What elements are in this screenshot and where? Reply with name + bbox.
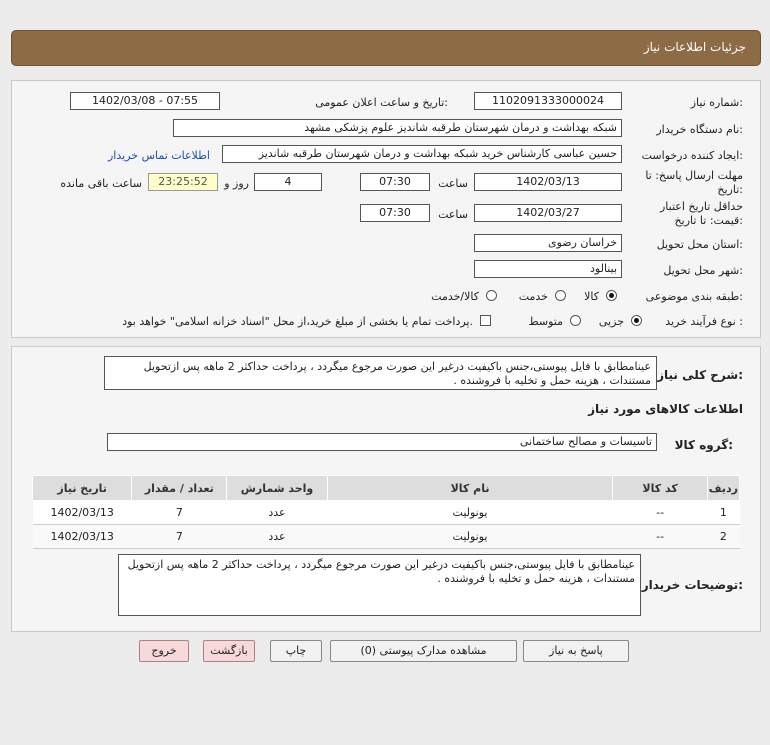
cell-qty: 7 (132, 501, 227, 525)
process-option-minor: جزیی (598, 315, 624, 328)
delivery-province-field: خراسان رضوی (474, 234, 622, 252)
cell-date: 1402/03/13 (33, 525, 132, 549)
reply-deadline-label: مهلت ارسال پاسخ: تا تاریخ: (645, 169, 743, 196)
buyer-notes-field: عینامطابق با فایل پیوستی،جنس باکیفیت درغیر این صورت مرجوع میگردد ، پرداخت حداکثر 2 ماهه پس ازتحویل مستندات ، هزینه حمل و تخلیه با فروشنده . (118, 554, 641, 616)
category-option-service: خدمت (518, 290, 548, 303)
col-name: نام کالا (327, 476, 613, 501)
purchase-process-label: نوع فرآیند خرید : (665, 315, 743, 328)
cell-unit: عدد (227, 501, 327, 525)
delivery-province-label: استان محل تحویل: (656, 238, 743, 251)
cell-name: یونولیت (327, 525, 613, 549)
reply-deadline-time: 07:30 (360, 173, 430, 191)
goods-group-field: تاسیسات و مصالح ساختمانی (107, 433, 657, 451)
cell-name: یونولیت (327, 501, 613, 525)
delivery-city-field: بینالود (474, 260, 622, 278)
process-radio-medium[interactable] (570, 315, 581, 326)
page-title: جزئیات اطلاعات نیاز (643, 40, 746, 54)
col-row: ردیف (707, 476, 739, 501)
cell-unit: عدد (227, 525, 327, 549)
remaining-days-field: 4 (254, 173, 322, 191)
cell-date: 1402/03/13 (33, 501, 132, 525)
buyer-org-field: شبکه بهداشت و درمان شهرستان طرقبه شاندیز علوم پزشکی مشهد (173, 119, 622, 137)
page-header (11, 30, 761, 66)
treasury-bonds-label: پرداخت تمام یا بخشی از مبلغ خرید،از محل "اسناد خزانه اسلامی" خواهد بود. (122, 315, 473, 328)
category-option-goods: کالا (584, 290, 599, 303)
category-label: طبقه بندی موضوعی: (645, 290, 743, 303)
category-radio-goods[interactable] (606, 290, 617, 301)
col-date: تاریخ نیاز (33, 476, 132, 501)
buyer-contact-link[interactable]: اطلاعات تماس خریدار (108, 149, 210, 162)
back-button[interactable]: بازگشت (203, 640, 255, 662)
price-validity-time-label: ساعت (438, 208, 468, 221)
table-header-row (33, 476, 740, 501)
process-option-medium: متوسط (528, 315, 563, 328)
col-qty: تعداد / مقدار (132, 476, 227, 501)
buyer-org-label: نام دستگاه خریدار: (656, 123, 743, 136)
print-button[interactable]: چاپ (270, 640, 322, 662)
need-number-field: 1102091333000024 (474, 92, 622, 110)
price-validity-date: 1402/03/27 (474, 204, 622, 222)
cell-row: 2 (707, 525, 739, 549)
cell-row: 1 (707, 501, 739, 525)
announce-datetime-label: تاریخ و ساعت اعلان عمومی: (315, 96, 448, 109)
creator-label: ایجاد کننده درخواست: (641, 149, 743, 162)
reply-button[interactable]: پاسخ به نیاز (523, 640, 629, 662)
delivery-city-label: شهر محل تحویل: (663, 264, 743, 277)
col-code: کد کالا (613, 476, 707, 501)
announce-datetime-field: 1402/03/08 - 07:55 (70, 92, 220, 110)
remaining-label: ساعت باقی مانده (60, 177, 142, 190)
creator-field: حسین عباسی کارشناس خرید شبکه بهداشت و درمان شهرستان طرقبه شاندیز (222, 145, 622, 163)
reply-deadline-time-label: ساعت (438, 177, 468, 190)
category-radio-service[interactable] (555, 290, 566, 301)
category-option-goods-service: کالا/خدمت (431, 290, 479, 303)
cell-qty: 7 (132, 525, 227, 549)
price-validity-label: حداقل تاریخ اعتبار قیمت: تا تاریخ: (659, 200, 743, 227)
col-unit: واحد شمارش (227, 476, 327, 501)
description-field: عینامطابق با فایل پیوستی،جنس باکیفیت درغیر این صورت مرجوع میگردد ، پرداخت حداکثر 2 ماهه پس ازتحویل مستندات ، هزینه حمل و تخلیه با فروشنده . (104, 356, 657, 390)
exit-button[interactable]: خروج (139, 640, 189, 662)
remaining-time-field: 23:25:52 (148, 173, 218, 191)
table-row[interactable] (33, 525, 740, 549)
table-row[interactable] (33, 501, 740, 525)
cell-code: -- (613, 525, 707, 549)
goods-group-label: گروه کالا: (674, 438, 733, 452)
category-radio-goods-service[interactable] (486, 290, 497, 301)
goods-info-heading: اطلاعات کالاهای مورد نیاز (588, 402, 743, 416)
attachments-button[interactable]: مشاهده مدارک پیوستی (0) (330, 640, 517, 662)
need-number-label: شماره نیاز: (690, 96, 743, 109)
reply-deadline-date: 1402/03/13 (474, 173, 622, 191)
price-validity-time: 07:30 (360, 204, 430, 222)
buyer-notes-label: توضیحات خریدار: (641, 578, 743, 592)
treasury-bonds-checkbox[interactable] (480, 315, 491, 326)
days-label: روز و (224, 177, 249, 190)
process-radio-minor[interactable] (631, 315, 642, 326)
goods-table (32, 475, 740, 549)
description-label: شرح کلی نیاز: (657, 368, 743, 382)
cell-code: -- (613, 501, 707, 525)
